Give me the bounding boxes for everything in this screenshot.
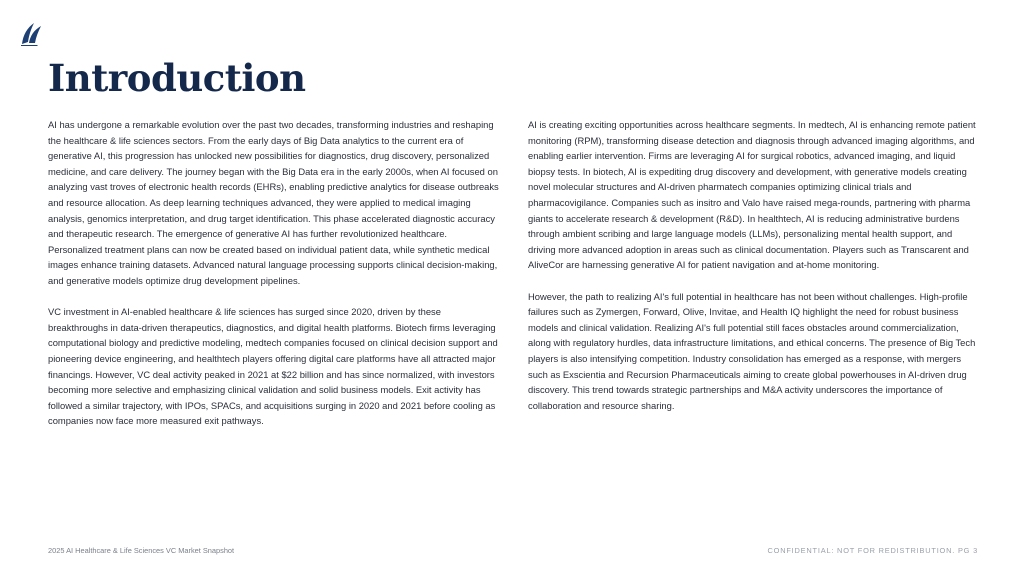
paragraph: AI has undergone a remarkable evolution over the past two decades, transforming industries and reshaping the healthcare & life sciences sectors. From the early days of Big Data analytics to the current era of generative AI, this progression has unlocked new possibilities for diagnostics, drug discovery, personalized medicine, and care delivery. The journey began with the Big Data era in the early 2000s, when AI focused on analyzing vast troves of electronic health records (EHRs), enabling predictive analytics for disease outbreaks and resource allocation. As deep learning techniques advanced, they were applied to medical imaging analysis, genomics interpretation, and drug target identification. This phase accelerated diagnostic accuracy and therapeutic research. The emergence of generative AI has further revolutionized healthcare. Personalized treatment plans can now be created based on individual patient data, while synthetic medical images enhance training datasets. Advanced natural language processing supports clinical decision-making, and generative models optimize drug development pipelines.: [48, 119, 499, 286]
page-title: Introduction: [48, 56, 306, 100]
sail-logo-icon: [18, 20, 44, 46]
paragraph: AI is creating exciting opportunities across healthcare segments. In medtech, AI is enhancing remote patient monitoring (RPM), transforming disease detection and diagnosis through advanced imaging algorithms, and enabling earlier intervention. Firms are leveraging AI for surgical robotics, advanced imaging, and liquid biopsy tests. In biotech, AI is expediting drug discovery and development, with generative models creating novel molecular structures and AI-driven pharmatech companies optimizing clinical trials and pharmacovigilance. Companies such as insitro and Valo have raised mega-rounds, partnering with pharma giants to accelerate research & development (R&D). In healthtech, AI is reducing administrative burdens through ambient scribing and large language models (LLMs), personalizing mental health support, and driving more advanced adoption in areas such as clinical documentation. Players such as Transcarent and AliveCor are harnessing generative AI for patient navigation and at-home monitoring.: [528, 119, 976, 271]
left-column: [48, 117, 500, 444]
paragraph: However, the path to realizing AI's full potential in healthcare has not been without challenges. High-profile failures such as Zymergen, Forward, Olive, Invitae, and Health IQ highlight the need for robust business models and clinical validation. Realizing AI's full potential still faces obstacles around commercialization, along with regulatory hurdles, data infrastructure limitations, and ethical concerns. The presence of Big Tech players is also intensifying competition. Industry consolidation has emerged as a response, with mergers such as Exscientia and Recursion Pharmaceuticals aiming to create global powerhouses in AI-driven drug discovery. This trend towards strategic partnerships and M&A activity underscores the importance of collaboration and resource sharing.: [528, 290, 976, 411]
footer-report-title: 2025 AI Healthcare & Life Sciences VC Market Snapshot: [48, 546, 235, 555]
right-column: [528, 117, 980, 429]
footer-confidential-page: CONFIDENTIAL: NOT FOR REDISTRIBUTION. PG 3: [767, 546, 978, 555]
paragraph: VC investment in AI-enabled healthcare & life sciences has surged since 2020, driven by these breakthroughs in data-driven therapeutics, diagnostics, and digital health platforms. Biotech firms leveraging computational biology and predictive modeling, medtech companies focused on clinical decision support and pioneering device engineering, and healthtech players offering digital care platforms have all attracted major financings. However, VC deal activity peaked in 2021 at $22 billion and has since normalized, with investors becoming more selective and emphasizing clinical validation and solid business models. Exit activity has followed a similar trajectory, with IPOs, SPACs, and acquisitions surging in 2020 and 2021 before cooling as companies now face more measured exit pathways.: [48, 306, 498, 427]
